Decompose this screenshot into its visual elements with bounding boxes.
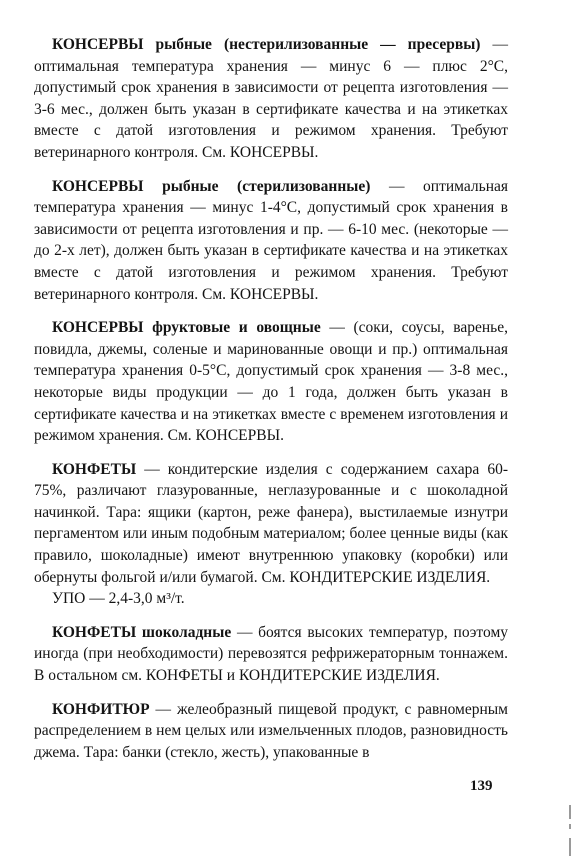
entry-heading: КОНСЕРВЫ рыбные (стерилизованные) <box>52 177 371 195</box>
entry-body: — оптимальная температура хранения — минус 6 — плюс 2°С, допустимый срок хранения в зависимости от рецепта изготовления — 3-6 мес., должен быть указан в сертификате качества и на этикетках вместе с датой изготовления и режимом хранения. Требуют ветеринарного контроля. См. КОНСЕРВЫ. <box>34 36 508 161</box>
entry-heading: КОНФЕТЫ шоколадные <box>52 623 232 641</box>
entry-heading: КОНФЕТЫ <box>52 460 137 478</box>
entry-fruit-vegetable <box>34 317 508 447</box>
entry-body: — желеобразный пищевой продукт, с равномерным распределением в нем целых или измельченных плодов, разновидность джема. Тара: банки (стекло, жесть), упакованные в <box>34 700 508 761</box>
page-number: 139 <box>470 778 493 794</box>
entry-fish-sterilized <box>34 176 508 306</box>
entry-body: — оптимальная температура хранения — минус 1-4°С, допустимый срок хранения в зависимости от рецепта изготовления и пр. — 6-10 мес. (некоторые — до 2-х лет), должен быть указан в сертификате качества и на этикетках вместе с датой изготовления и режимом хранения. Требуют ветеринарного контроля. См. КОНСЕРВЫ. <box>34 177 508 303</box>
entry-heading: КОНСЕРВЫ фруктовые и овощные <box>52 319 321 337</box>
entry-body: — боятся высоких температур, поэтому иногда (при необходимости) перевозятся рефрижераторным тоннажем. В остальном см. КОНФЕТЫ и КОНДИТЕРСКИЕ ИЗДЕЛИЯ. <box>34 623 508 685</box>
entry-chocolate-candies <box>34 622 508 687</box>
entry-heading: КОНФИТЮР <box>52 700 150 718</box>
page-edge-mark <box>569 838 571 856</box>
text-column <box>34 34 508 763</box>
entry-heading: КОНСЕРВЫ рыбные (нестерилизованные — пресервы) <box>52 36 481 53</box>
page-edge-mark <box>569 805 571 819</box>
entry-body: — кондитерские изделия с содержанием сахара 60-75%, различают глазурованные, неглазурованные и с шоколадной начинкой. Тара: ящики (картон, реже фанера), выстилаемые изнутри пергаментом или иным подобным материалом; более ценные виды (как правило, шоколадные) имеют внутреннюю упаковку (коробки) или обернуты фольгой и/или бумагой. См. КОНДИТЕРСКИЕ ИЗДЕЛИЯ. <box>34 460 508 586</box>
page-edge-mark <box>569 824 571 829</box>
entry-fish-preserves <box>34 34 508 164</box>
entry-body: — (соки, соусы, варенье, повидла, джемы, соленые и маринованные овощи и пр.) оптимальная температура хранения 0-5°С, допустимый срок хранения — 3-8 мес., некоторые виды продукции — до 1 года, должен быть указан в сертификате качества и на этикетках вместе с временем изготовления и режимом хранения. См. КОНСЕРВЫ. <box>34 319 508 445</box>
entry-candies <box>34 459 508 589</box>
entry-confiture <box>34 699 508 764</box>
entry-stowage-factor: УПО — 2,4-3,0 м³/т. <box>52 590 185 608</box>
